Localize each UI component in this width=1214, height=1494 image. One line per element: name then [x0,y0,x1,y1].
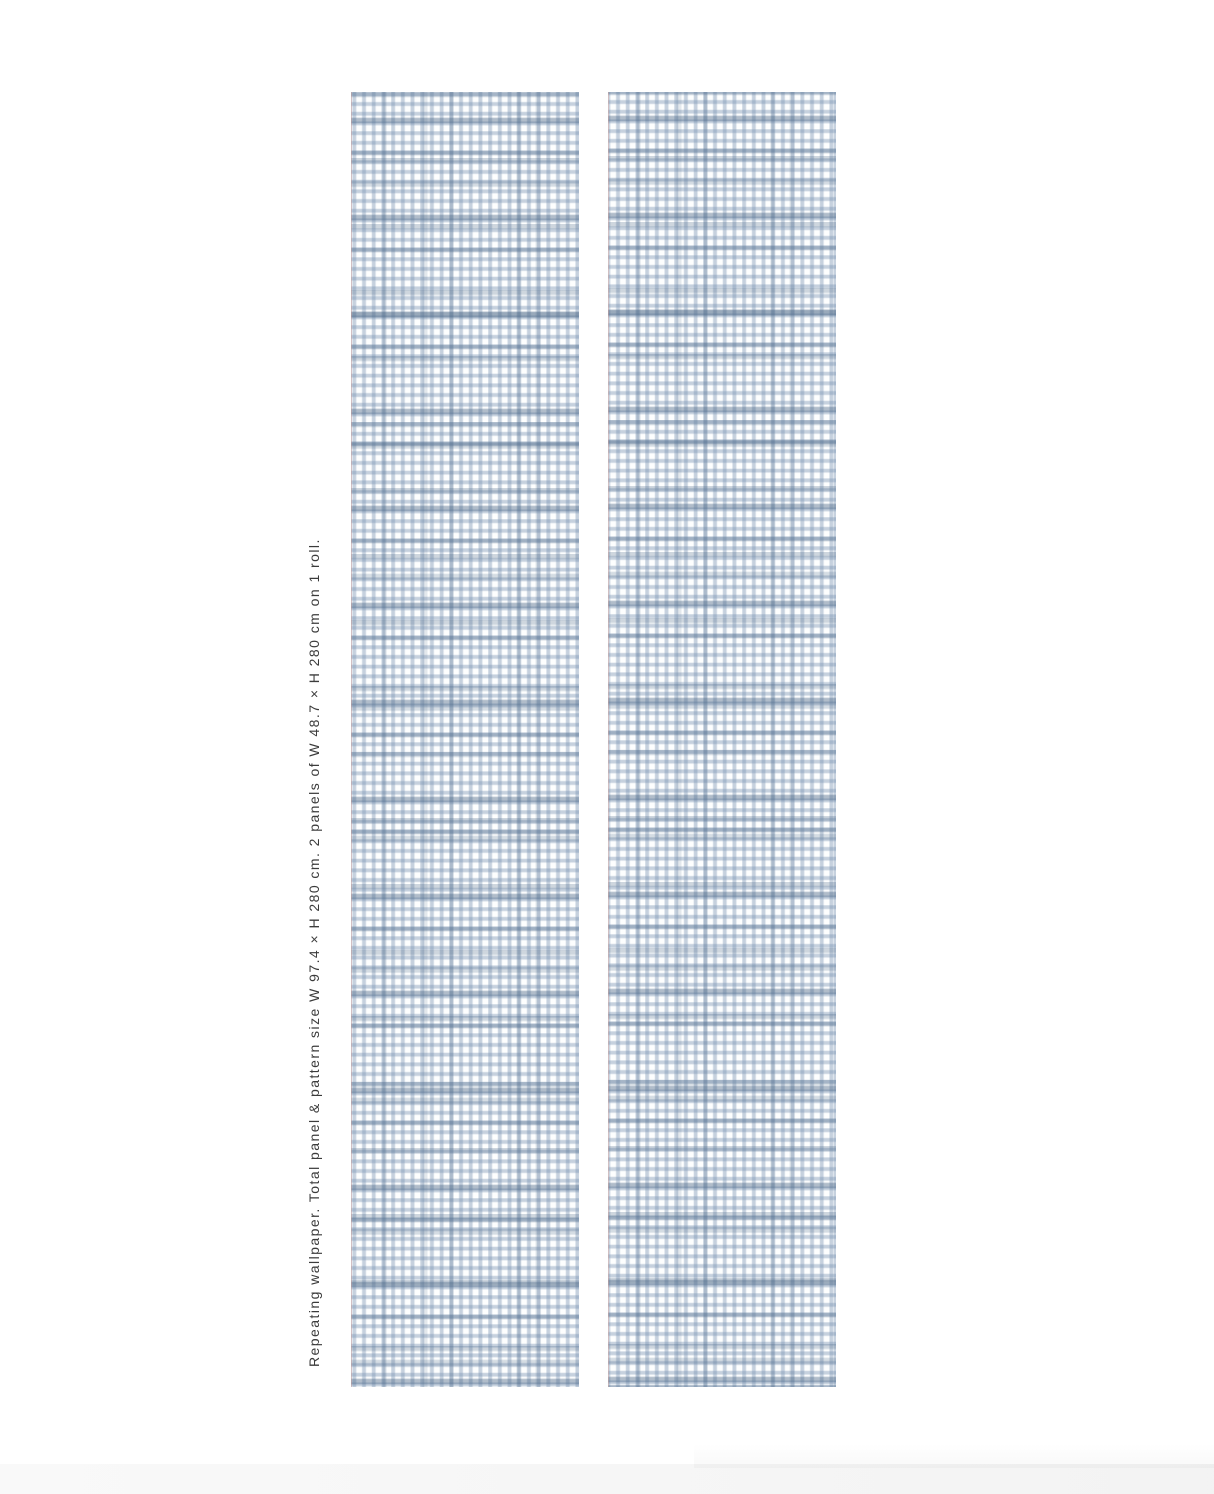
caption-vertical-text: Repeating wallpaper. Total panel & pattern size W 97.4 × H 280 cm. 2 panels of W 48.7 × H 280 cm on 1 roll. [306,538,322,1367]
wallpaper-panel-2 [608,92,836,1387]
bottom-edge-shadow [0,1464,1214,1494]
wallpaper-panel-1 [351,92,579,1387]
